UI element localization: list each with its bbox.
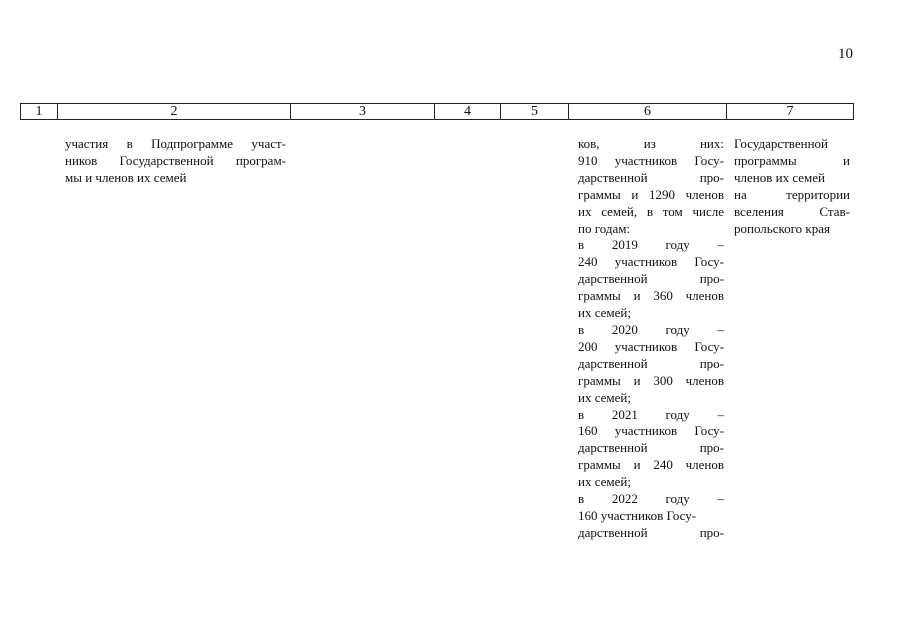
text-line: граммы и 360 членов	[578, 288, 724, 304]
text-line: 160 участников Госу-	[578, 507, 697, 523]
text-line: 200 участников Госу-	[578, 338, 724, 354]
table-header-cell: 1	[21, 104, 58, 119]
table-header-cell: 7	[786, 104, 794, 119]
text-line: их семей;	[578, 389, 631, 405]
table-header-cell: 6	[569, 104, 727, 119]
text-line: дарственной про-	[578, 524, 724, 540]
text-line: ков, из них:	[578, 136, 724, 151]
text-line: участия в Подпрограмме участ-	[65, 136, 286, 151]
text-line: в 2019 году –	[578, 237, 724, 253]
text-line: мы и членов их семей	[65, 169, 187, 185]
text-line: граммы и 1290 членов	[578, 186, 724, 202]
text-line: их семей;	[578, 305, 631, 321]
text-line: дарственной про-	[578, 271, 724, 287]
column-6-text	[578, 136, 724, 542]
table-header-row	[20, 103, 854, 120]
table-header-cell: 3	[291, 104, 435, 119]
text-line: дарственной про-	[578, 440, 724, 456]
text-line: дарственной про-	[578, 169, 724, 185]
text-line: в 2020 году –	[578, 321, 724, 337]
text-line: на территории	[734, 186, 850, 202]
text-line: ропольского края	[734, 220, 830, 236]
text-line: вселения Став-	[734, 203, 850, 219]
text-line: по годам:	[578, 220, 631, 236]
text-line: их семей;	[578, 474, 631, 490]
text-line: программы и	[734, 152, 850, 168]
column-2-text	[65, 136, 286, 187]
text-line: граммы и 240 членов	[578, 457, 724, 473]
text-line: 160 участников Госу-	[578, 423, 724, 439]
text-line: в 2021 году –	[578, 406, 724, 422]
table-header-cell: 2	[58, 104, 291, 119]
table-header-cell: 4	[435, 104, 501, 119]
text-line: их семей, в том числе	[578, 203, 724, 219]
text-line: 240 участников Госу-	[578, 254, 724, 270]
text-line: членов их семей	[734, 169, 825, 185]
text-line: в 2022 году –	[578, 491, 724, 507]
text-line: Государственной	[734, 136, 829, 151]
text-line: граммы и 300 членов	[578, 372, 724, 388]
text-line: 910 участников Госу-	[578, 152, 724, 168]
page-number: 10	[838, 46, 853, 62]
column-7-text	[734, 136, 850, 237]
text-line: дарственной про-	[578, 355, 724, 371]
text-line: ников Государственной програм-	[65, 152, 286, 168]
table-header-cell: 5	[501, 104, 569, 119]
